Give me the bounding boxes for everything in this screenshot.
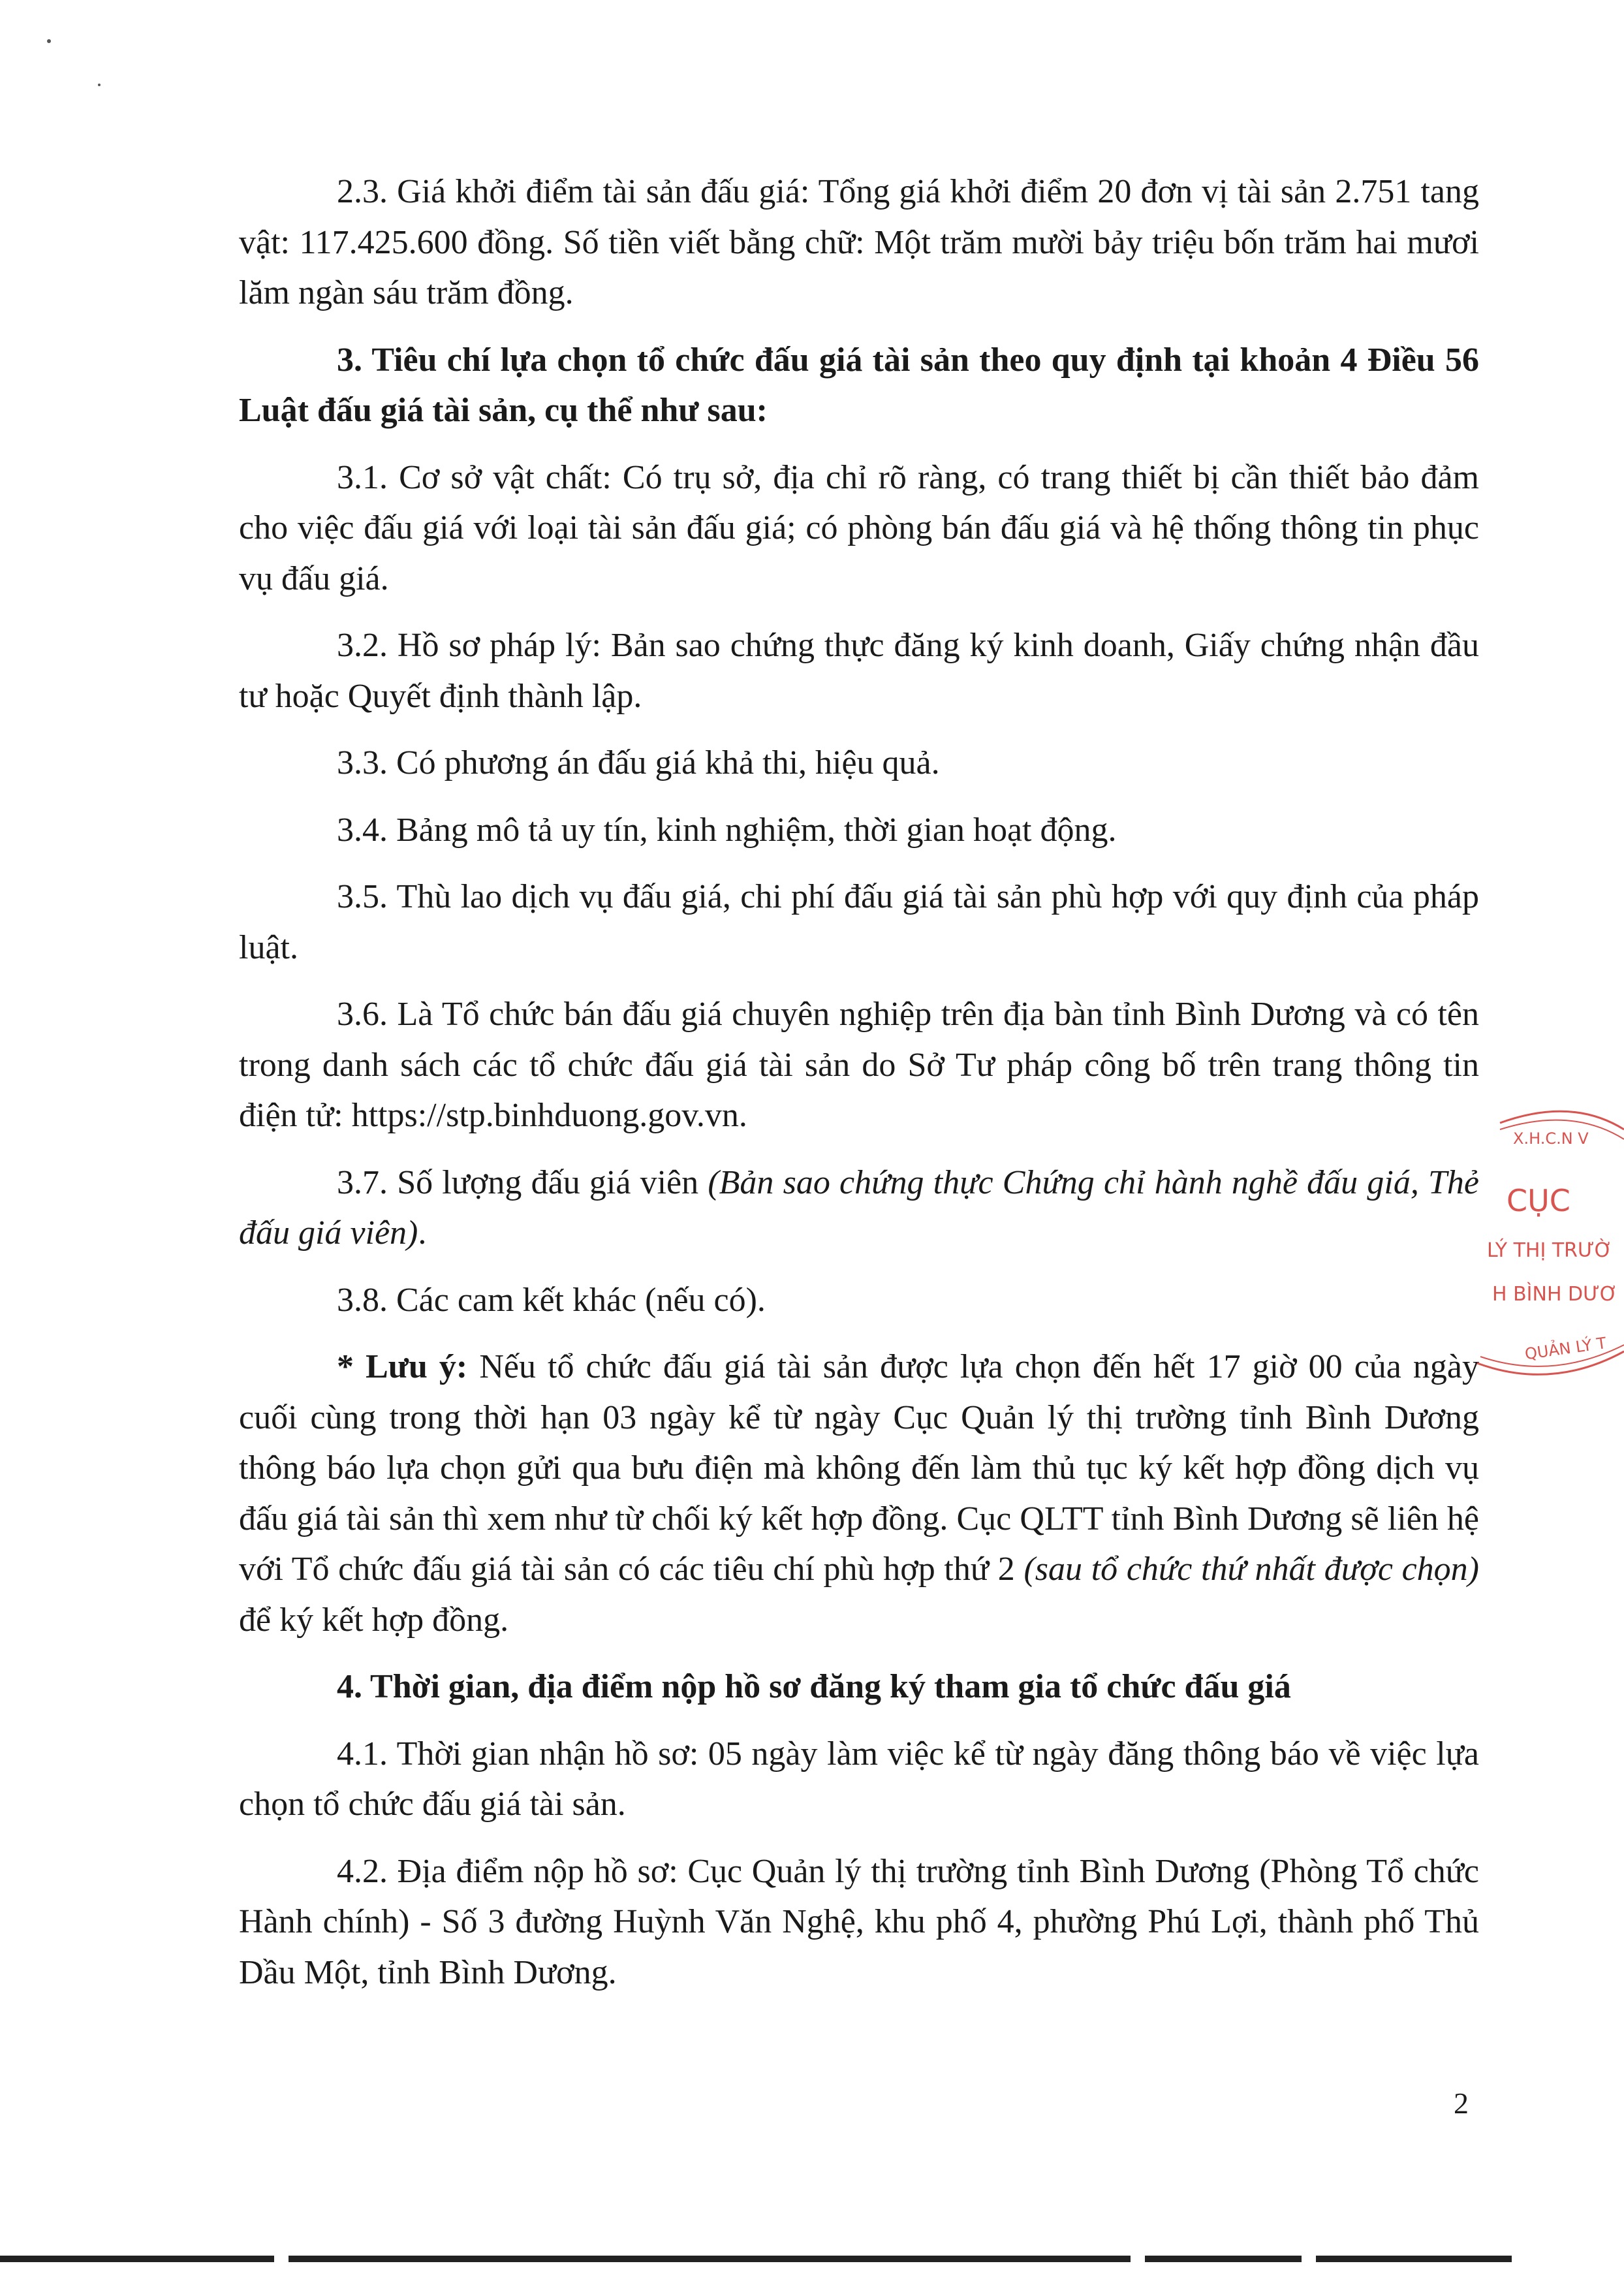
scan-speck: [98, 84, 101, 86]
paragraph-3-7-lead: 3.7. Số lượng đấu giá viên: [337, 1163, 708, 1201]
stamp-line-5: QUẢN LÝ T: [1523, 1334, 1608, 1364]
paragraph-3-7-italic: (Bản sao chứng thực Chứng chỉ hành nghề đấu giá, Thẻ đấu giá viên): [239, 1163, 1480, 1252]
paragraph-3-4: 3.4. Bảng mô tả uy tín, kinh nghiệm, thời gian hoạt động.: [337, 811, 1117, 849]
note-italic: (sau tổ chức thứ nhất được chọn): [1023, 1551, 1479, 1588]
paragraph-3-8: 3.8. Các cam kết khác (nếu có).: [337, 1281, 766, 1319]
paragraph-3-1: 3.1. Cơ sở vật chất: Có trụ sở, địa chỉ rõ ràng, có trang thiết bị cần thiết bảo đảm cho việc đấu giá với loại tài sản đấu giá; có phòng bán đấu giá và hệ thống thông tin phục vụ đấu giá.: [239, 458, 1479, 597]
footer-rule-segment: [1145, 2256, 1302, 2262]
stamp-line-2: CỤC: [1507, 1183, 1570, 1218]
paragraph-3-5: 3.5. Thù lao dịch vụ đấu giá, chi phí đấu giá tài sản phù hợp với quy định của pháp luật.: [239, 878, 1479, 966]
section-3-heading: 3. Tiêu chí lựa chọn tổ chức đấu giá tài sản theo quy định tại khoản 4 Điều 56 Luật đấu giá tài sản, cụ thể như sau:: [239, 341, 1479, 429]
paragraph-3-6: 3.6. Là Tổ chức bán đấu giá chuyên nghiệp trên địa bàn tỉnh Bình Dương và có tên trong danh sách các tổ chức đấu giá tài sản do Sở Tư pháp công bố trên trang thông tin điện tử: https://stp.binhduong.gov.vn.: [239, 996, 1479, 1134]
stamp-line-1: X.H.C.N V: [1513, 1129, 1589, 1148]
paragraph-3-3: 3.3. Có phương án đấu giá khả thi, hiệu quả.: [337, 744, 940, 781]
stamp-graphic: [1474, 1103, 1624, 1404]
stamp-line-3: LÝ THỊ TRƯỜ: [1487, 1239, 1613, 1262]
footer-rule: [0, 2256, 1599, 2266]
paragraph-3-7-tail: .: [418, 1214, 427, 1252]
document-body: [239, 166, 1479, 2014]
stamp-line-4: H BÌNH DƯƠ: [1492, 1283, 1618, 1306]
scan-speck: [47, 39, 51, 43]
paragraph-3-2: 3.2. Hồ sơ pháp lý: Bản sao chứng thực đăng ký kinh doanh, Giấy chứng nhận đầu tư hoặc Quyết định thành lập.: [239, 627, 1479, 715]
paragraph-4-1: 4.1. Thời gian nhận hồ sơ: 05 ngày làm việc kể từ ngày đăng thông báo về việc lựa chọn tổ chức đấu giá tài sản.: [239, 1735, 1479, 1823]
footer-rule-segment: [1316, 2256, 1512, 2262]
section-4-heading: 4. Thời gian, địa điểm nộp hồ sơ đăng ký tham gia tổ chức đấu giá: [337, 1668, 1291, 1705]
paragraph-3-7: [239, 1158, 1479, 1259]
note-tail: để ký kết hợp đồng.: [239, 1601, 509, 1639]
official-stamp: [1474, 1103, 1624, 1404]
page-number: 2: [1454, 2087, 1469, 2120]
footer-rule-segment: [0, 2256, 274, 2262]
footer-rule-segment: [289, 2256, 1131, 2262]
note-text: Nếu tổ chức đấu giá tài sản được lựa chọn đến hết 17 giờ 00 của ngày cuối cùng trong thời hạn 03 ngày kể từ ngày Cục Quản lý thị trường tỉnh Bình Dương thông báo lựa chọn gửi qua bưu điện mà không đến làm thủ tục ký kết hợp đồng dịch vụ đấu giá tài sản thì xem như từ chối ký kết hợp đồng. Cục QLTT tỉnh Bình Dương sẽ liên hệ với Tổ chức đấu giá tài sản có các tiêu chí phù hợp thứ 2: [239, 1348, 1480, 1588]
note-paragraph: [239, 1342, 1479, 1645]
note-label: * Lưu ý:: [337, 1348, 468, 1385]
paragraph-4-2: 4.2. Địa điểm nộp hồ sơ: Cục Quản lý thị trường tỉnh Bình Dương (Phòng Tổ chức Hành chính) - Số 3 đường Huỳnh Văn Nghệ, khu phố 4, phường Phú Lợi, thành phố Thủ Dầu Một, tỉnh Bình Dương.: [239, 1852, 1479, 1991]
paragraph-2-3: 2.3. Giá khởi điểm tài sản đấu giá: Tổng giá khởi điểm 20 đơn vị tài sản 2.751 tang vật: 117.425.600 đồng. Số tiền viết bằng chữ: Một trăm mười bảy triệu bốn trăm hai mươi lăm ngàn sáu trăm đồng.: [239, 173, 1479, 311]
